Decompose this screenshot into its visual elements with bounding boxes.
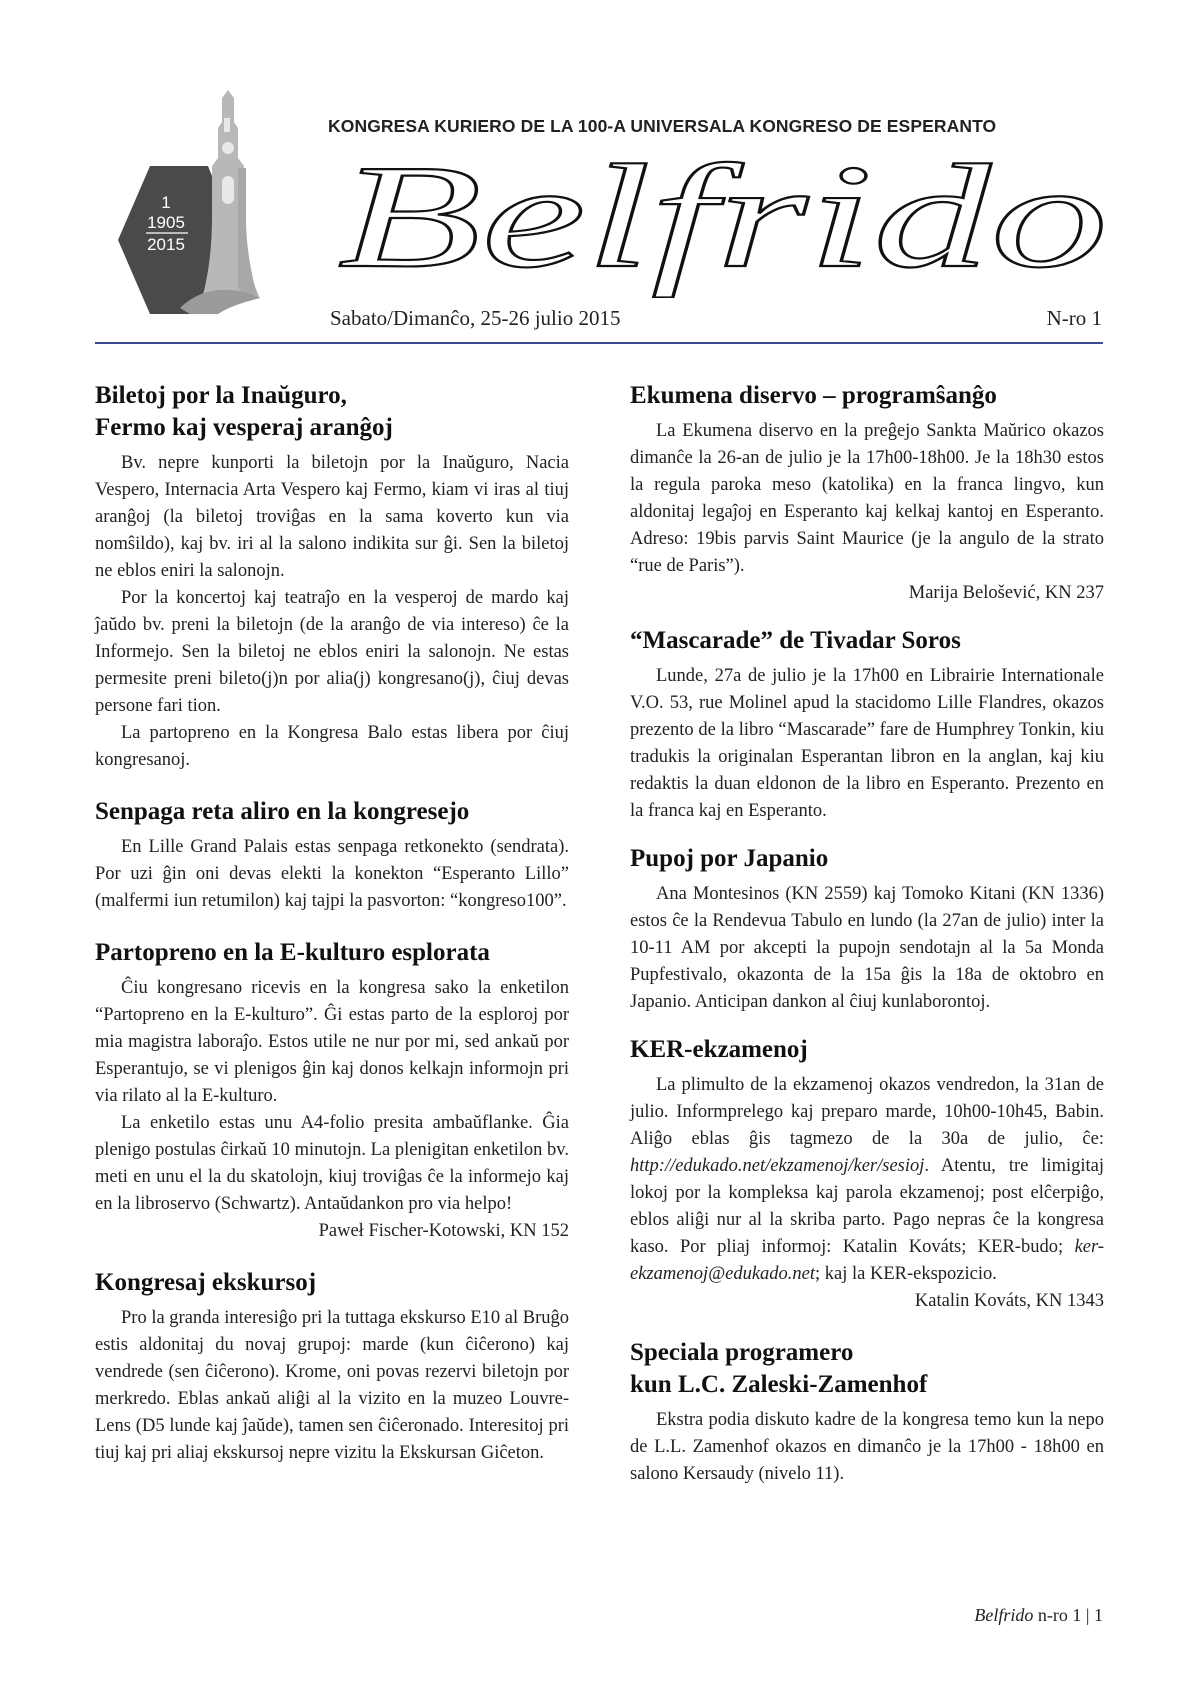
header-rule bbox=[95, 342, 1103, 344]
footer-title: Belfrido bbox=[974, 1605, 1034, 1625]
article-mascarade bbox=[630, 625, 1104, 825]
page-number: 1 bbox=[1094, 1605, 1103, 1625]
logo-year-start: 1905 bbox=[147, 213, 185, 232]
article-ker bbox=[630, 1034, 1104, 1315]
article-paragraph: Por la koncertoj kaj teatraĵo en la vesperoj de mardo kaj ĵaŭdo bv. preni la biletojn (de la aranĝo de via intereso) ĉe la Informejo. Sen la biletoj ne eblos eniri la salonojn. Ne estas permesite preni bileto(j)n por alia(j) kongresano(j), ĉiuj devas persone fari tion. bbox=[95, 588, 569, 716]
article-title: Partopreno en la E-kulturo esplorata bbox=[95, 939, 490, 966]
footer-issue: n-ro 1 bbox=[1037, 1605, 1082, 1625]
article-paragraph: Bv. nepre kunporti la biletojn por la Inaŭguro, Nacia Vespero, Internacia Arta Vespero kaj Fermo, kiam vi iras al tiuj aranĝoj (la biletoj troviĝas en la sama koverto kun via nomŝildo), kaj bv. iri al la salono indikita sur ĝi. Sen la biletoj ne eblos eniri la salonojn. bbox=[95, 453, 569, 581]
article-title: Ekumena diservo – programŝanĝo bbox=[630, 382, 997, 409]
article-title: “Mascarade” de Tivadar Soros bbox=[630, 627, 961, 654]
article-paragraph: En Lille Grand Palais estas senpaga retkonekto (sendrata). Por uzi ĝin oni devas elekti la konekton “Esperanto Lillo” (malfermi iun retumilon) kaj tajpi la pasvorton: “kongreso100”. bbox=[95, 837, 569, 911]
right-column bbox=[630, 380, 1104, 1488]
article-title: Pupoj por Japanio bbox=[630, 845, 829, 872]
article-paragraph: Pro la granda interesiĝo pri la tuttaga ekskurso E10 al Bruĝo estis aldonitaj du novaj grupoj: marde (kun ĉiĉerono) kaj vendrede (sen ĉiĉerono). Krome, oni povas rezervi biletojn por merkredo. Eblas ankaŭ aliĝi al la vizito en la muzeo Louvre-Lens (D5 lunde kaj ĵaŭde), tamen sen ĉiĉeronado. Interesitoj pri tiuj kaj pri aliaj ekskursoj nepre vizitu la Ekskursan Giĉeton. bbox=[95, 1308, 570, 1463]
article-paragraph: La plimulto de la ekzamenoj okazos vendredon, la 31an de julio. Informprelego kaj preparo marde, 10h00-10h45, Babin. Aliĝo eblas ĝis tagmezo de la 30a de julio, ĉe: http://edukado.net/ekzamenoj/ker/sesioj. Atentu, tre limigitaj lokoj por la kompleksa kaj parola ekzamenoj; post elĉerpiĝo, eblos aliĝi nur al la skriba parto. Pago nepras ĉe la kongresa kaso. Por pliaj informoj: Katalin Kováts; KER-budo; ker-ekzamenoj@edukado.net; kaj la KER-ekspozicio. bbox=[630, 1075, 1104, 1284]
article-signature: Katalin Kováts, KN 1343 bbox=[914, 1291, 1104, 1311]
article-title: Speciala programero kun L.C. Zaleski-Zamenhof bbox=[630, 1339, 928, 1398]
article-paragraph: La enketilo estas unu A4-folio presita ambaŭflanke. Ĝia plenigo postulas ĉirkaŭ 10 minutojn. La plenigitan enketilon bv. meti en unu el la du skatolojn, kiuj troviĝas ĉe la informejo kaj en la libroservo (Schwartz). Antaŭdankon pro via helpo! bbox=[95, 1113, 569, 1214]
left-column bbox=[95, 380, 569, 1467]
article-title: KER-ekzamenoj bbox=[630, 1036, 808, 1063]
ker-link[interactable]: http://edukado.net/ekzamenoj/ker/sesioj bbox=[630, 1156, 925, 1176]
article-paragraph: La Ekumena diservo en la preĝejo Sankta Maŭrico okazos dimanĉe la 26-an de julio je la 17h00-18h00. Je la 18h30 estos la regula paroka meso (katolika) en la franca lingvo, kun aldonitaj legaĵoj en Esperanto kaj kelkaj kantoj en Esperanto. Adreso: 19bis parvis Saint Maurice (je la angulo de la strato “rue de Paris”). bbox=[630, 421, 1104, 576]
article-biletoj bbox=[95, 380, 569, 774]
footer-separator: | bbox=[1085, 1605, 1090, 1625]
page-footer bbox=[974, 1605, 1103, 1626]
masthead bbox=[330, 148, 1120, 298]
issue-number: N-ro 1 bbox=[1046, 306, 1102, 330]
kicker-line: KONGRESA KURIERO DE LA 100-A UNIVERSALA KONGRESO DE ESPERANTO bbox=[328, 116, 997, 136]
article-paragraph: Lunde, 27a de julio je la 17h00 en Librairie Internationale V.O. 53, rue Molinel apud la stacidomo Lille Flandres, okazos prezento de la libro “Mascarade” fare de Humphrey Tonkin, kiu tradukis la originalan Esperantan libron en la anglan, kaj kiu redaktis la duan eldonon de la libro en Esperanto. Prezento en la franca kaj en Esperanto. bbox=[630, 666, 1104, 821]
article-paragraph: Ekstra podia diskuto kadre de la kongresa temo kun la nepo de L.L. Zamenhof okazos en dimanĉo je la 17h00 - 18h00 en salono Kersaudy (nivelo 11). bbox=[630, 1410, 1104, 1484]
article-ekskursoj bbox=[95, 1267, 569, 1467]
article-speciala bbox=[630, 1337, 1104, 1488]
article-ekumena bbox=[630, 380, 1104, 607]
article-title: Kongresaj ekskursoj bbox=[95, 1269, 317, 1296]
article-signature: Paweł Fischer-Kotowski, KN 152 bbox=[318, 1221, 569, 1241]
article-title: Biletoj por la Inaŭguro, Fermo kaj vesperaj aranĝoj bbox=[95, 382, 393, 441]
article-pupoj bbox=[630, 843, 1104, 1016]
article-paragraph: Ana Montesinos (KN 2559) kaj Tomoko Kitani (KN 1336) estos ĉe la Rendevua Tabulo en lundo (la 27an de julio) inter la 10-11 AM por akcepti la pupojn sendotajn al la 5a Monda Pupfestivalo, okazonta de la 15a ĝis la 18a de oktobro en Japanio. Anticipan dankon al ĉiuj kunlaborontoj. bbox=[630, 884, 1104, 1012]
article-paragraph: La partopreno en la Kongresa Balo estas libera por ĉiuj kongresanoj. bbox=[95, 723, 569, 770]
article-signature: Marija Belošević, KN 237 bbox=[908, 583, 1104, 603]
logo-top-digit: 1 bbox=[161, 193, 171, 212]
logo-year-end: 2015 bbox=[147, 235, 185, 254]
article-e-kulturo bbox=[95, 937, 569, 1245]
masthead-title: Belfrido bbox=[338, 148, 1108, 298]
article-reta-aliro bbox=[95, 796, 569, 915]
issue-date: Sabato/Dimanĉo, 25-26 julio 2015 bbox=[330, 306, 621, 330]
article-title: Senpaga reta aliro en la kongresejo bbox=[95, 798, 470, 825]
article-paragraph: Ĉiu kongresano ricevis en la kongresa sako la enketilon “Partopreno en la E-kulturo”. Ĝi estas parto de la esploroj por mia magistra laboraĵo. Estos utile ne nur por mi, sed ankaŭ por Esperantujo, se vi plenigos ĝin kaj donos kelkajn informojn pri via rilato al la E-kulturo. bbox=[95, 978, 569, 1106]
ker-email-link[interactable]: ker-ekzamenoj@edukado.net bbox=[630, 1237, 1104, 1284]
belfry-logo bbox=[90, 88, 320, 318]
